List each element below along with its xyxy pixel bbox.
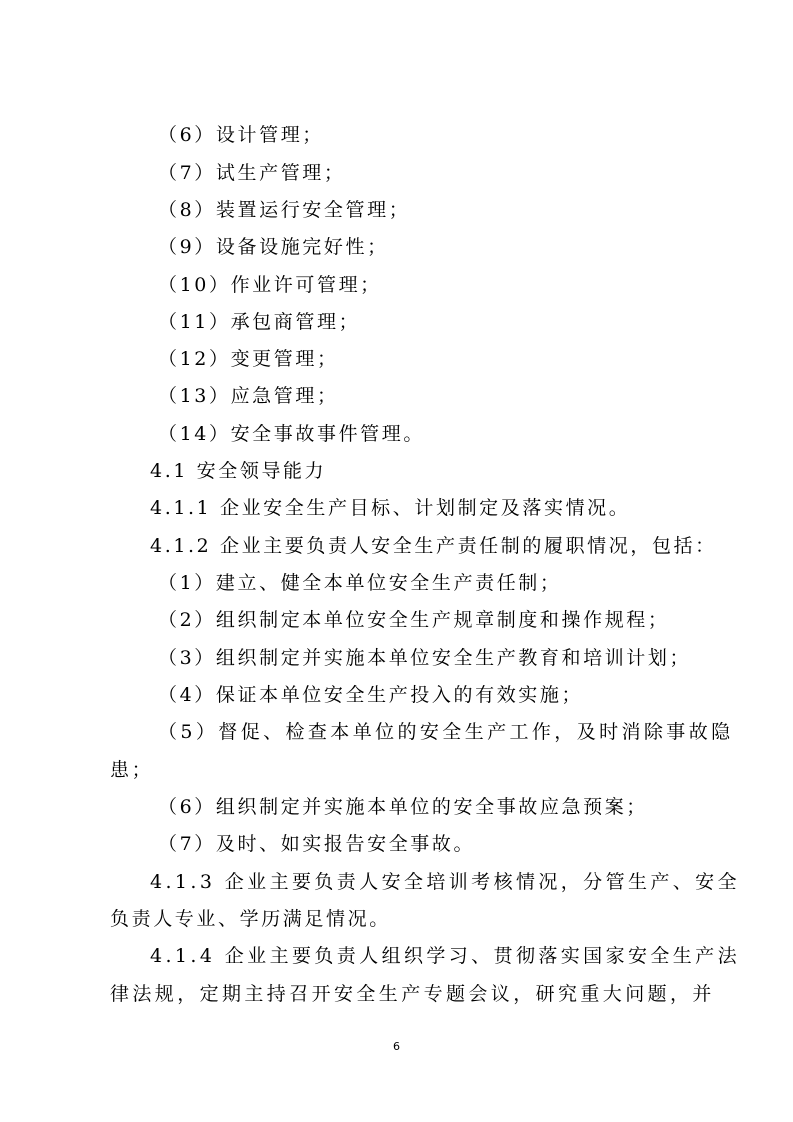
paragraph-line: 律法规，定期主持召开安全生产专题会议，研究重大问题，并 <box>110 983 715 1005</box>
list-item: （6）组织制定并实施本单位的安全事故应急预案； <box>158 796 648 818</box>
paragraph-line: 4.1.2 企业主要负责人安全生产责任制的履职情况，包括： <box>150 535 717 557</box>
list-item: （12）变更管理； <box>158 348 339 370</box>
list-item: （7）试生产管理； <box>158 162 346 184</box>
paragraph-line: 4.1.1 企业安全生产目标、计划制定及落实情况。 <box>150 497 631 519</box>
list-item: （7）及时、如实报告安全事故。 <box>158 833 476 855</box>
list-item: （2）组织制定本单位安全生产规章制度和操作规程； <box>158 609 670 631</box>
list-item: （11）承包商管理； <box>158 311 361 333</box>
list-item: （10）作业许可管理； <box>158 274 382 296</box>
list-item: （8）装置运行安全管理； <box>158 199 411 221</box>
list-item: （1）建立、健全本单位安全生产责任制； <box>158 572 562 594</box>
list-item: （6）设计管理； <box>158 124 324 146</box>
list-item: （5）督促、检查本单位的安全生产工作，及时消除事故隐 <box>158 721 734 743</box>
page-number: 6 <box>393 1040 400 1053</box>
section-heading: 4.1 安全领导能力 <box>150 460 327 482</box>
paragraph-line: 4.1.4 企业主要负责人组织学习、贯彻落实国家安全生产法 <box>150 945 740 967</box>
paragraph-line: 负责人专业、学历满足情况。 <box>110 908 391 930</box>
list-item: （13）应急管理； <box>158 385 339 407</box>
list-item: （9）设备设施完好性； <box>158 236 389 258</box>
list-item: （14）安全事故事件管理。 <box>158 423 425 445</box>
list-item: （3）组织制定并实施本单位安全生产教育和培训计划； <box>158 647 692 669</box>
list-item: （4）保证本单位安全生产投入的有效实施； <box>158 684 584 706</box>
list-item-continuation: 患； <box>110 759 154 781</box>
paragraph-line: 4.1.3 企业主要负责人安全培训考核情况，分管生产、安全 <box>150 871 740 893</box>
